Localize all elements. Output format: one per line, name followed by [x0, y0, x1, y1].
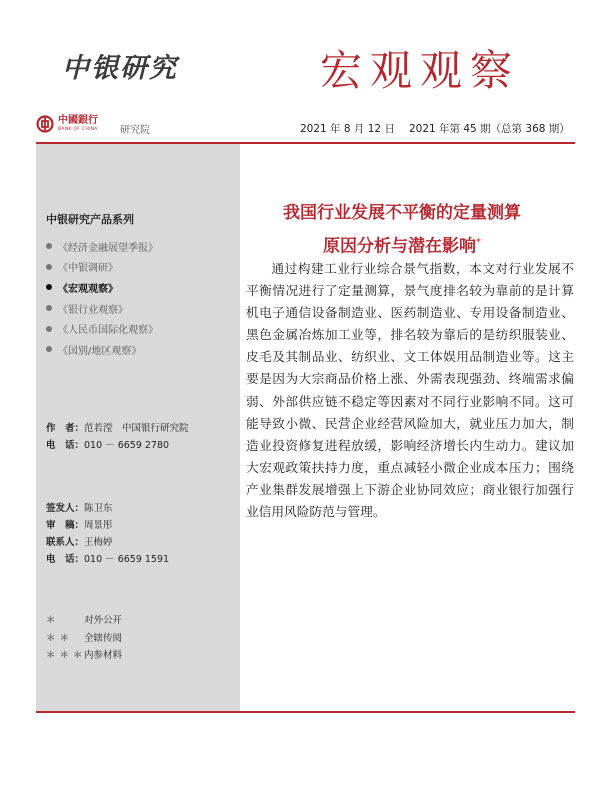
- legend-mark: ＊＊＊: [46, 650, 87, 661]
- distribution-legend: [46, 612, 122, 665]
- product-item: [46, 257, 158, 278]
- legend-text: 全辖传阅: [84, 632, 123, 644]
- footer-divider: [36, 711, 575, 713]
- reviewer-value: 周景彤: [84, 520, 113, 531]
- brand-calligraphy-title: 中银研究: [62, 53, 178, 84]
- bullet-dot-icon: [46, 243, 52, 249]
- approval-info: [46, 500, 169, 568]
- product-series-title: 中银研究产品系列: [46, 213, 134, 226]
- article-abstract: 通过构建工业行业综合景气指数，本文对行业发展不平衡情况进行了定量测算，景气度排名较为靠前的是计算机电子通信设备制造业、医药制造业、专用设备制造业、黑色金属冶炼加工业等，排名较为靠后的是纺织服装业、皮毛及其制品业、纺织业、文工体娱用品制造业等。这主要是因为大宗商品价格上涨、外需表现强劲、终端需求偏弱、外部供应链不稳定等因素对不同行业影响不同。这可能导致小微、民营企业经营风险加大，就业压力加大，制造业投资修复进程放缓，影响经济增长内生动力。建议加大宏观政策扶持力度，重点减轻小微企业成本压力；围绕产业集群发展增强上下游企业协同效应；商业银行加强行业信用风险防范与管理。: [246, 261, 574, 520]
- reviewer-label: 审 稿：: [46, 520, 85, 531]
- article-title-line1: 我国行业发展不平衡的定量测算: [283, 203, 521, 223]
- bullet-dot-icon: [46, 346, 52, 352]
- product-label: 《银行业观察》: [58, 304, 128, 316]
- product-label: 《中银调研》: [58, 263, 118, 275]
- article-title: [240, 198, 564, 262]
- bullet-dot-icon: [46, 305, 52, 311]
- bank-of-china-emblem-icon: [36, 115, 54, 133]
- author-phone-value: 010 － 6659 2780: [84, 440, 170, 451]
- product-list: [46, 236, 158, 360]
- author-value: 范若滢 中国银行研究院: [84, 423, 189, 434]
- signer-value: 陈卫东: [84, 503, 113, 514]
- contact-phone-label: 电 话：: [46, 554, 85, 565]
- bank-logo: [36, 115, 98, 133]
- legend-mark: ＊＊: [46, 632, 74, 644]
- logo-english-name: BANK OF CHINA: [58, 126, 98, 132]
- bullet-dot-icon: [46, 264, 52, 270]
- product-label: 《宏观观察》: [58, 283, 118, 295]
- footnote-mark: *: [476, 237, 481, 248]
- series-title: 宏观观察: [320, 46, 521, 95]
- product-label: 《国别/地区观察》: [58, 345, 142, 357]
- product-label: 《人民币国际化观察》: [58, 325, 158, 337]
- author-info: [46, 420, 189, 454]
- product-item: [46, 318, 158, 339]
- logo-chinese-name: 中國銀行: [58, 114, 98, 126]
- product-item-active: [46, 277, 158, 298]
- institute-label: 研究院: [120, 125, 150, 136]
- legend-mark: ＊: [46, 615, 60, 626]
- product-item: [46, 236, 158, 257]
- contact-value: 王梅婷: [84, 537, 113, 548]
- signer-label: 签发人：: [46, 503, 85, 514]
- legend-text: 对外公开: [84, 615, 123, 626]
- date-issue-line: [300, 121, 570, 136]
- product-item: [46, 339, 158, 360]
- publish-date: 2021 年 8 月 12 日: [300, 123, 395, 135]
- author-phone-label: 电 话：: [46, 440, 85, 451]
- bullet-dot-icon: [46, 326, 52, 332]
- product-label: 《经济金融展望季报》: [58, 242, 158, 254]
- bullet-dot-icon: [46, 284, 52, 290]
- author-label: 作 者：: [46, 423, 85, 434]
- contact-phone-value: 010 － 6659 1591: [84, 554, 170, 565]
- article-title-line2: 原因分析与潜在影响: [323, 236, 476, 257]
- contact-label: 联系人：: [46, 537, 85, 548]
- product-item: [46, 298, 158, 319]
- legend-text: 内参材料: [84, 650, 123, 661]
- issue-number: 2021 年第 45 期（总第 368 期）: [408, 123, 570, 135]
